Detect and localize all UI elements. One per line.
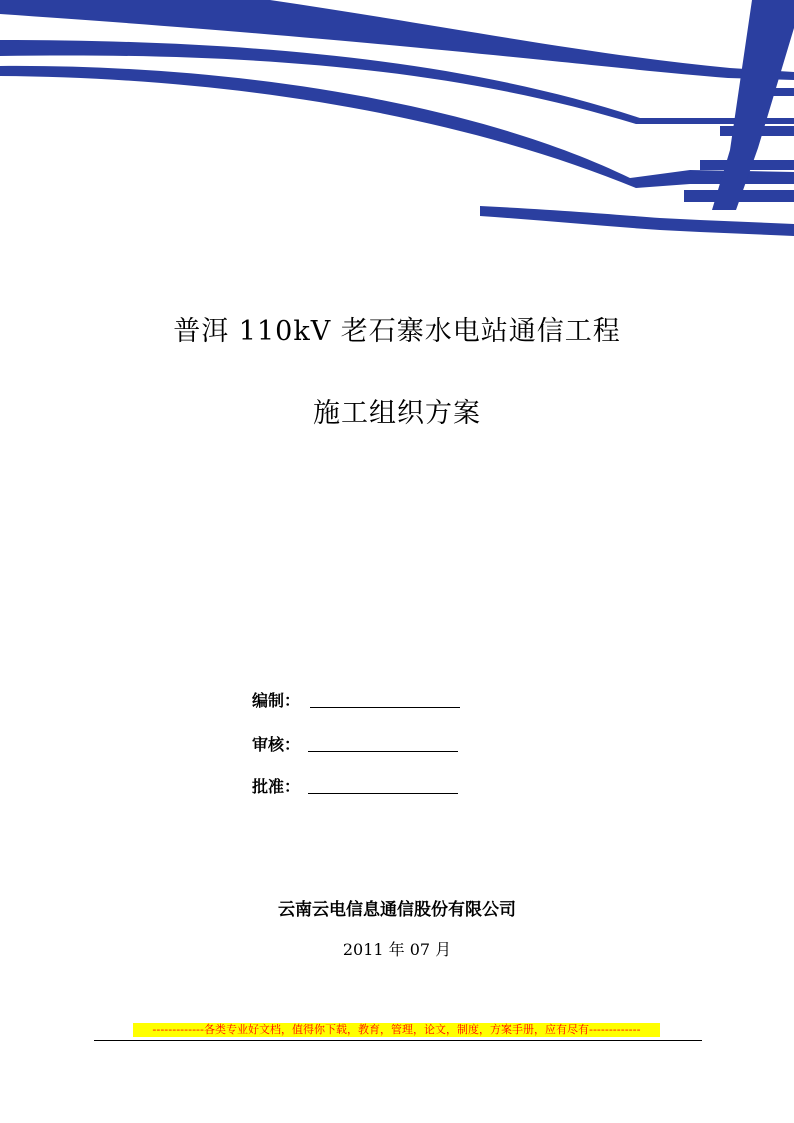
document-date: 2011 年 07 月 — [342, 940, 452, 959]
footer-promo-note: -------------各类专业好文档，值得你下载，教育，管理，论文，制度，方案手册，应有尽有------------- — [133, 1023, 660, 1037]
company-name: 云南云电信息通信股份有限公司 — [278, 900, 516, 920]
document-title: 普洱 110kV 老石寨水电站通信工程 — [173, 316, 621, 347]
stripe-band-3 — [0, 66, 794, 188]
footer-divider — [94, 1040, 702, 1041]
reviewed-blank-line — [308, 751, 458, 752]
prepared-label: 编制： — [252, 691, 301, 710]
prepared-blank-line — [310, 707, 460, 708]
stripe-bar-2 — [720, 126, 794, 136]
stripe-bar-1 — [742, 88, 794, 96]
stripe-bar-4 — [684, 190, 794, 202]
header-stripe-graphic — [0, 0, 794, 245]
approved-label: 批准： — [252, 777, 301, 796]
stripe-bar-3 — [700, 160, 794, 170]
reviewed-label: 审核： — [252, 735, 301, 754]
document-subtitle: 施工组织方案 — [313, 398, 481, 429]
approved-blank-line — [308, 793, 458, 794]
stripe-band-4 — [480, 206, 794, 236]
